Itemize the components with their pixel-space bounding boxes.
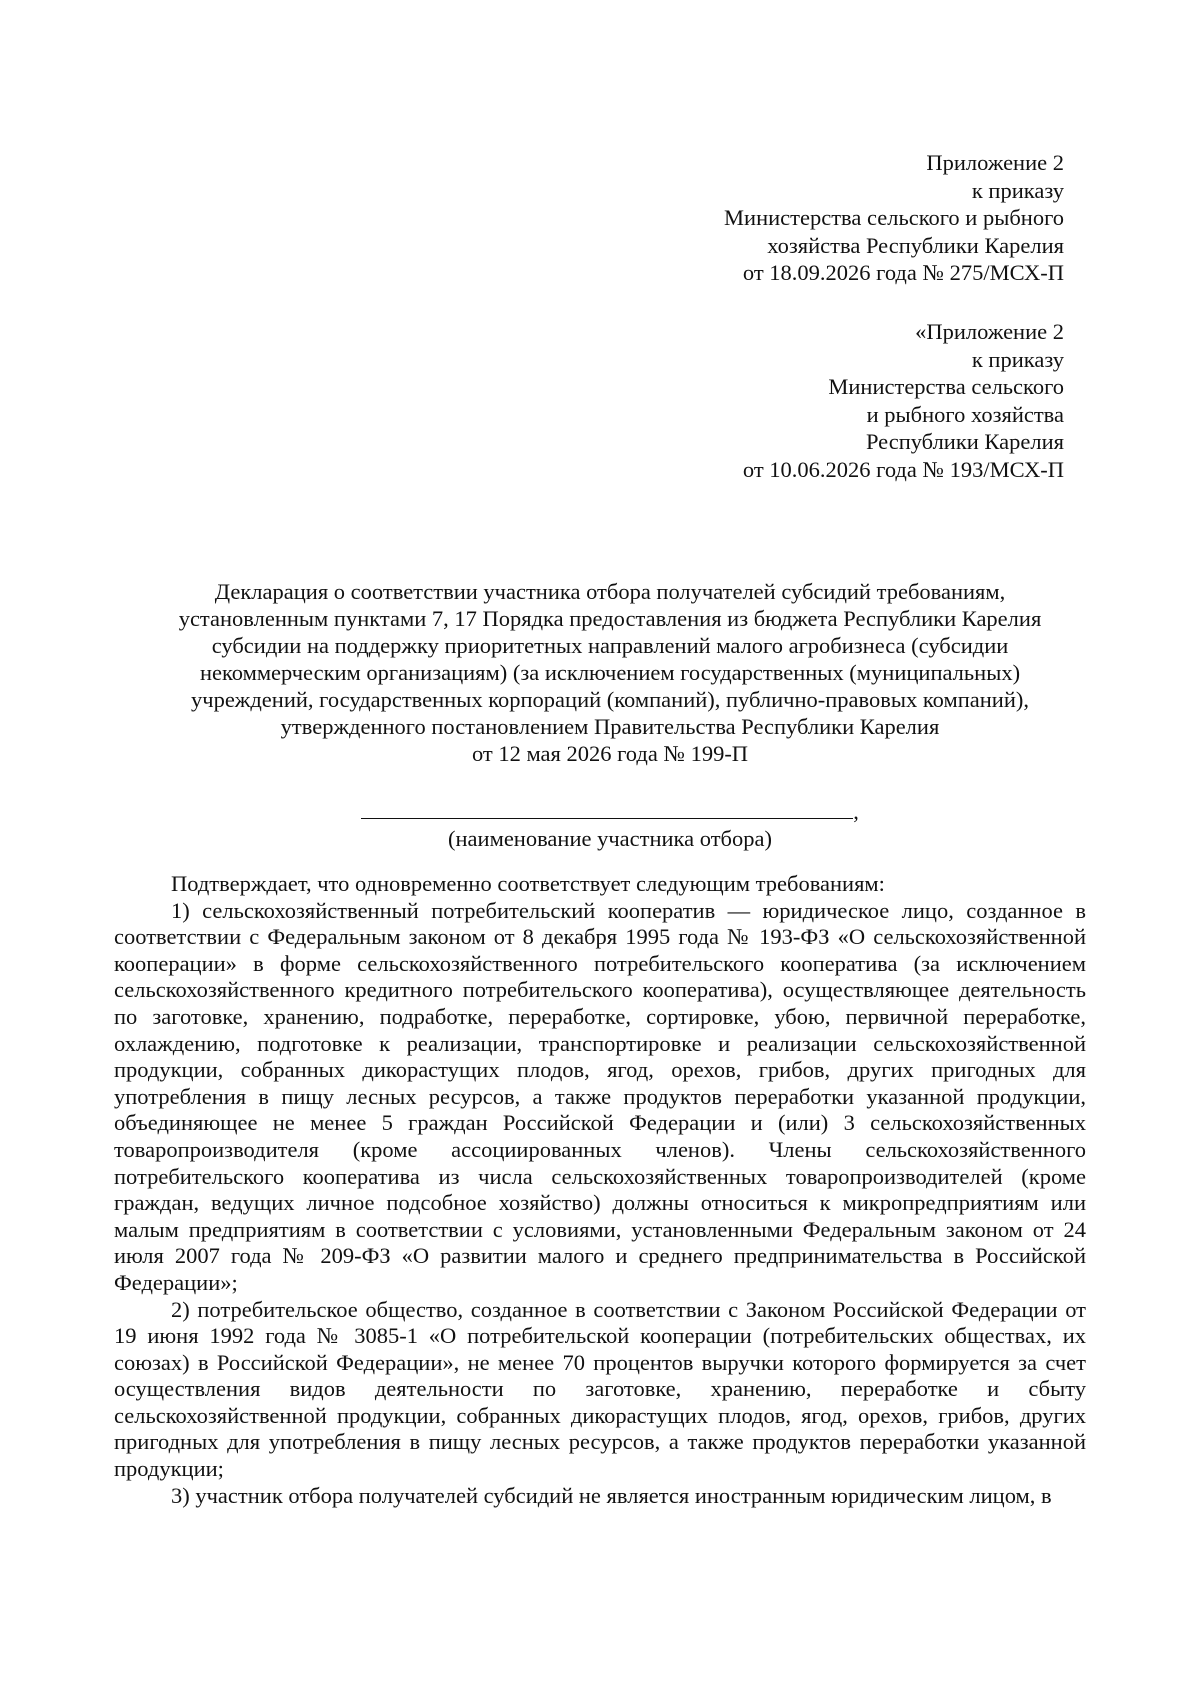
title-line: от 12 мая 2026 года № 199-П <box>471 741 749 766</box>
title-line: субсидии на поддержку приоритетных направлений малого агробизнеса (субсидии <box>211 633 1009 658</box>
title-line: некоммерческим организациям) (за исключением государственных (муниципальных) <box>199 660 1021 685</box>
title-line: учреждений, государственных корпораций (компаний), публично-правовых компаний), <box>191 687 1029 712</box>
appendix-line: «Приложение 2 <box>915 319 1064 344</box>
appendix-line: Республики Карелия <box>865 429 1064 454</box>
appendix-line: Приложение 2 <box>926 150 1064 175</box>
requirement-item-3: 3) участник отбора получателей субсидий не является иностранным юридическим лицом, в <box>171 1482 1052 1508</box>
appendix-line: к приказу <box>971 177 1064 203</box>
requirement-item-2: 2) потребительское общество, созданное в соответствии с Законом Российской Федерации от 19 июня 1992 года № 3085-1 «О потребительской кооперации (потребительских обществах, их союзах) в Российской Федерации», не менее 70 процентов выручки которого формируется за счет осуществления видов деятельности по заготовке, хранению, переработке и сбыту сельскохозяйственной продукции, собранных дикорастущих плодов, ягод, орехов, грибов, других пригодных для употребления в пищу лесных ресурсов, а также продуктов переработки указанной продукции; <box>114 1296 1086 1482</box>
appendix-header-original <box>743 318 1064 483</box>
appendix-header-current <box>724 149 1064 287</box>
appendix-line: и рыбного хозяйства <box>866 401 1064 427</box>
body-intro: Подтверждает, что одновременно соответствует следующим требованиям: <box>171 871 885 896</box>
title-line: Декларация о соответствии участника отбора получателей субсидий требованиям, <box>214 579 1006 604</box>
participant-name-blank[interactable] <box>361 806 853 819</box>
participant-comma: , <box>853 799 859 824</box>
appendix-line: хозяйства Республики Карелия <box>767 232 1064 258</box>
appendix-line: от 18.09.2026 года № 275/МСХ-П <box>742 260 1064 285</box>
appendix-line: от 10.06.2026 года № 193/МСХ-П <box>742 456 1064 482</box>
appendix-line: Министерства сельского и рыбного <box>724 205 1064 230</box>
title-line: установленным пунктами 7, 17 Порядка предоставления из бюджета Республики Карелия <box>178 606 1042 631</box>
declaration-title <box>150 578 1070 767</box>
declaration-body <box>114 871 1086 1509</box>
appendix-line: к приказу <box>971 346 1064 372</box>
appendix-line: Министерства сельского <box>828 374 1064 399</box>
participant-name-caption: (наименование участника отбора) <box>448 826 772 851</box>
title-line: утвержденного постановлением Правительства Республики Карелия <box>280 714 940 739</box>
participant-name-block <box>150 798 1070 852</box>
requirement-item-1: 1) сельскохозяйственный потребительский кооператив — юридическое лицо, созданное в соответствии с Федеральным законом от 8 декабря 1995 года № 193-ФЗ «О сельскохозяйственной кооперации» в форме сельскохозяйственного потребительского кооператива (за исключением сельскохозяйственного кредитного потребительского кооператива), осуществляющее деятельность по заготовке, хранению, подработке, переработке, сортировке, убою, первичной переработке, охлаждению, подготовке к реализации, транспортировке и реализации сельскохозяйственной продукции, собранных дикорастущих плодов, ягод, орехов, грибов, других пригодных для употребления в пищу лесных ресурсов, а также продуктов переработки указанной продукции, объединяющее не менее 5 граждан Российской Федерации и (или) 3 сельскохозяйственных товаропроизводителя (кроме ассоциированных членов). Члены сельскохозяйственного потребительского кооператива из числа сельскохозяйственных товаропроизводителей (кроме граждан, ведущих личное подсобное хозяйство) должны относиться к микропредприятиям или малым предприятиям в соответствии с условиями, установленными Федеральным законом от 24 июля 2007 года № 209-ФЗ «О развитии малого и среднего предпринимательства в Российской Федерации»; <box>114 897 1086 1295</box>
